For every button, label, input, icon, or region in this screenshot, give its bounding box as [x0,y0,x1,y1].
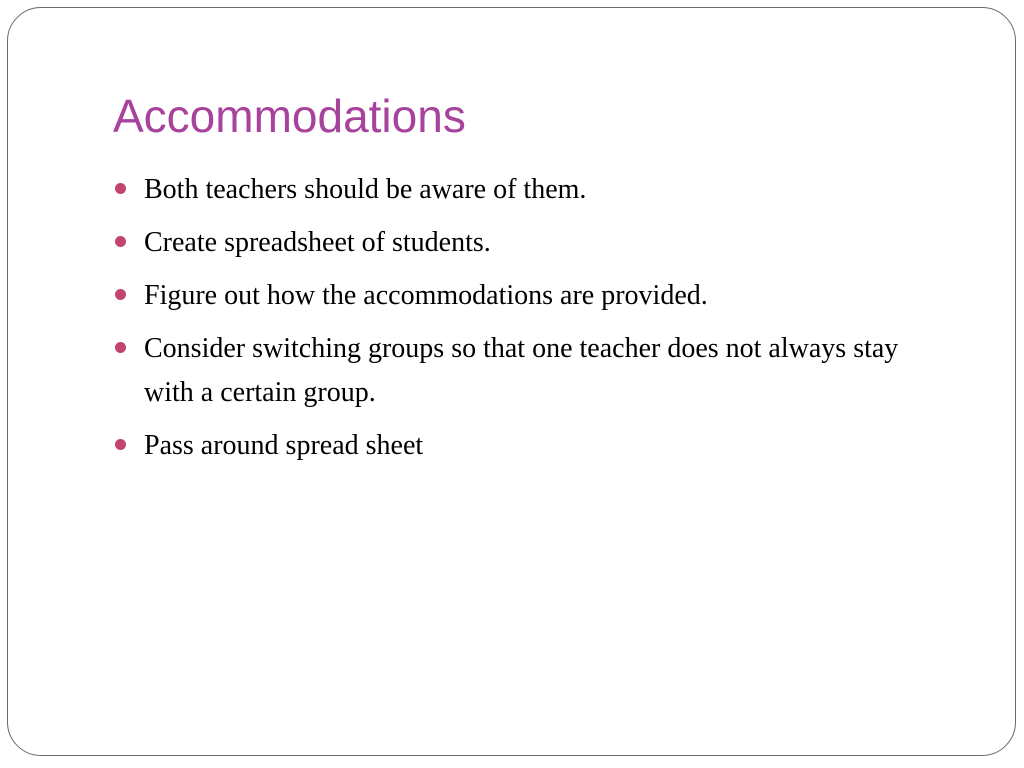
bullet-text: Consider switching groups so that one teacher does not always stay with a certain group. [144,333,899,408]
bullet-dot-icon [115,236,126,247]
bullet-item [114,327,914,415]
bullet-text: Figure out how the accommodations are provided. [144,280,708,311]
bullet-item [114,274,914,318]
bullet-dot-icon [115,342,126,353]
bullet-dot-icon [115,289,126,300]
bullet-text: Pass around spread sheet [144,430,424,461]
bullet-item [114,168,914,212]
bullet-item [114,424,914,468]
bullet-item [114,221,914,265]
bullet-text: Both teachers should be aware of them. [144,174,587,205]
bullet-list [114,168,914,477]
bullet-dot-icon [115,183,126,194]
slide-title: Accommodations [113,90,466,142]
bullet-text: Create spreadsheet of students. [144,227,491,258]
bullet-dot-icon [115,439,126,450]
